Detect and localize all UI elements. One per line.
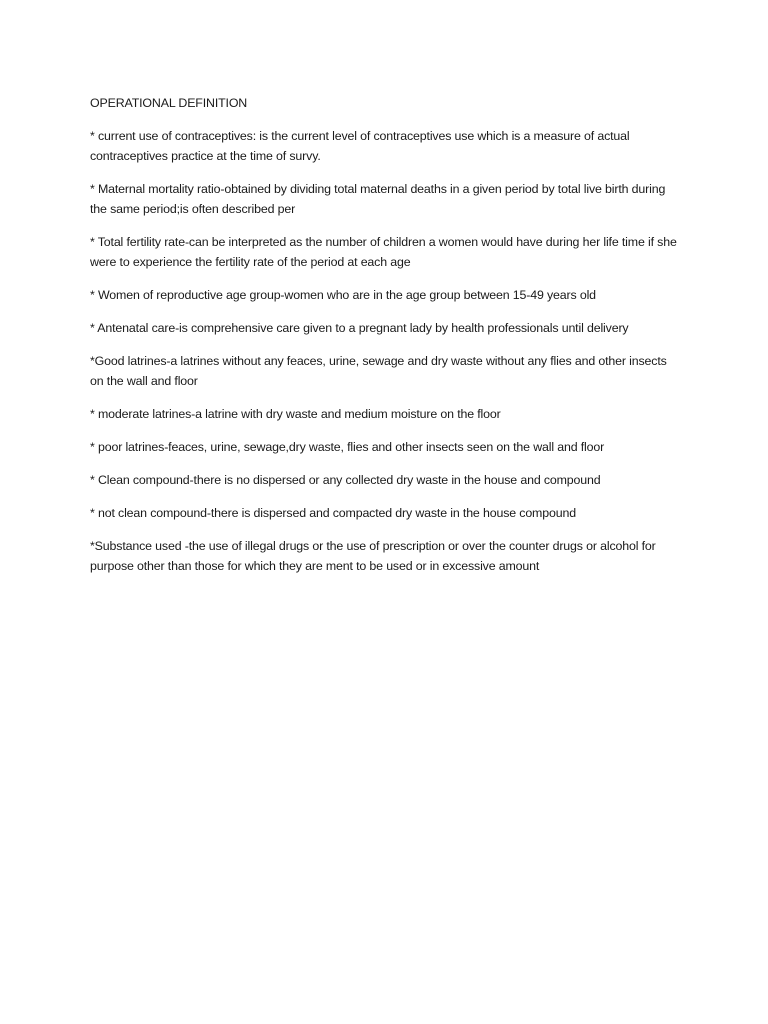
definition-antenatal-care: * Antenatal care-is comprehensive care given to a pregnant lady by health professionals until delivery bbox=[90, 321, 629, 335]
document-heading: OPERATIONAL DEFINITION bbox=[90, 96, 248, 110]
definition-clean-compound: * Clean compound-there is no dispersed or any collected dry waste in the house and compound bbox=[90, 473, 601, 487]
definition-poor-latrines: * poor latrines-feaces, urine, sewage,dry waste, flies and other insects seen on the wall and floor bbox=[90, 440, 605, 454]
definition-substance-used: *Substance used -the use of illegal drugs or the use of prescription or over the counter drugs or alcohol for purpose other than those for which they are ment to be used or in excessive amount bbox=[90, 539, 656, 573]
definition-maternal-mortality: * Maternal mortality ratio-obtained by dividing total maternal deaths in a given period by total live birth during the same period;is often described per bbox=[90, 182, 666, 216]
definition-moderate-latrines: * moderate latrines-a latrine with dry waste and medium moisture on the floor bbox=[90, 407, 501, 421]
definition-not-clean-compound: * not clean compound-there is dispersed and compacted dry waste in the house compound bbox=[90, 506, 576, 520]
definition-contraceptive-use: * current use of contraceptives: is the current level of contraceptives use which is a measure of actual contraceptives practice at the time of survy. bbox=[90, 129, 630, 163]
definition-total-fertility: * Total fertility rate-can be interpreted as the number of children a women would have during her life time if she were to experience the fertility rate of the period at each age bbox=[90, 235, 677, 269]
definition-good-latrines: *Good latrines-a latrines without any feaces, urine, sewage and dry waste without any flies and other insects on the wall and floor bbox=[90, 354, 667, 388]
definition-reproductive-age: * Women of reproductive age group-women who are in the age group between 15-49 years old bbox=[90, 288, 596, 302]
document-body bbox=[90, 93, 680, 589]
